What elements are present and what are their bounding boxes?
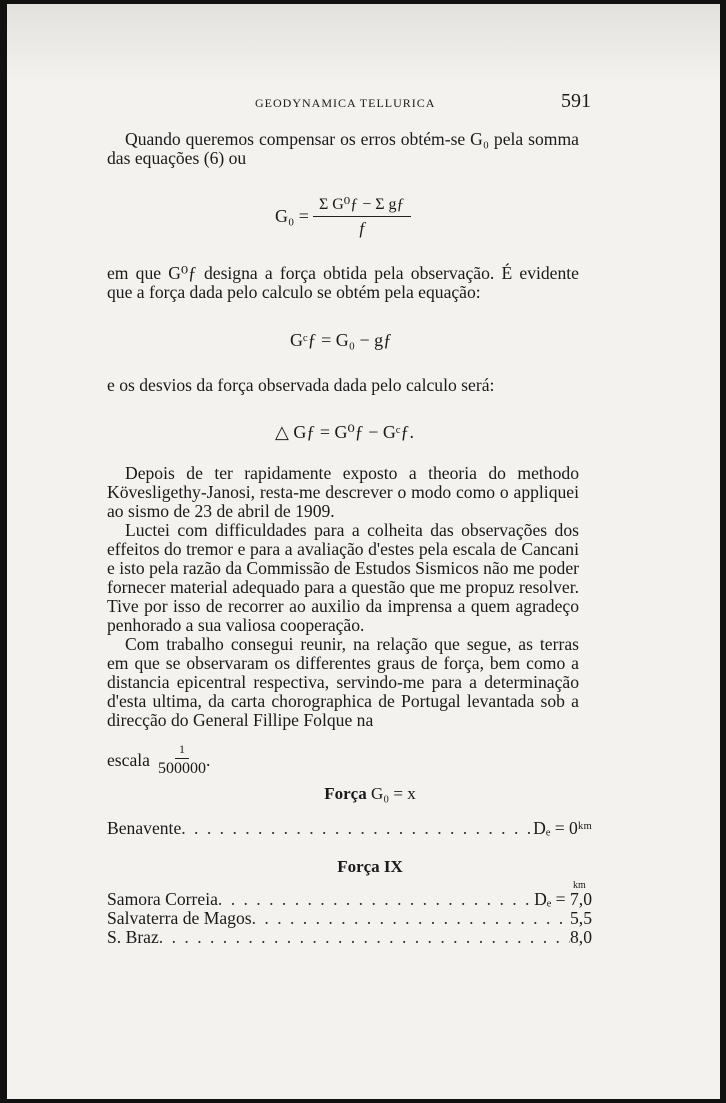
distance-value: 5,5 <box>570 908 592 928</box>
paragraph-text: Com trabalho consegui reunir, na relação que segue, as terras em que se observaram os differentes graus de força, bem como a distancia epicentral respectiva, servindo-me para a determinação d'esta ultima, da carta chorographica de Portugal levantada sob a direcção do General Fillipe Folque na <box>107 634 579 730</box>
unit-label: km <box>573 880 586 891</box>
formula-g0 <box>275 194 411 239</box>
dot-leader <box>181 818 533 839</box>
formula-fraction <box>313 194 411 239</box>
paragraph-2 <box>107 264 579 302</box>
place-name: Salvaterra de Magos <box>107 908 252 928</box>
list-item <box>107 889 592 910</box>
paragraph-text: Quando queremos compensar os erros obtém-se G₀ pela somma das equações (6) ou <box>107 129 579 168</box>
formula-denominator: f <box>359 219 365 238</box>
formula-gc: Gᶜƒ = G₀ − gƒ <box>290 330 393 350</box>
paragraph-text: em que G⁰ƒ designa a força obtida pela observação. É evidente que a força dada pelo calculo se obtém pela equação: <box>107 263 579 302</box>
section-heading-forca-ix <box>7 857 726 877</box>
scale-denominator: 500000 <box>157 760 206 777</box>
place-name: Samora Correia <box>107 889 218 909</box>
place-name: Benavente <box>107 818 182 838</box>
list-item <box>107 818 592 839</box>
scan-shading <box>7 4 726 84</box>
dot-leader <box>159 927 570 948</box>
page-number: 591 <box>561 90 591 112</box>
paragraph-4 <box>107 464 579 730</box>
running-head: GEODYNAMICA TELLURICA <box>255 96 436 110</box>
place-name: S. Braz <box>107 927 159 947</box>
distance-value: Dₑ = 7,0 <box>534 889 592 909</box>
distance-value: Dₑ = 0ᵏᵐ <box>533 818 592 838</box>
paragraph-1 <box>107 130 579 168</box>
formula-numerator: Σ G⁰ƒ − Σ gƒ <box>313 194 411 217</box>
paragraph-text: e os desvios da força observada dada pelo calculo será: <box>107 375 495 395</box>
dot-leader <box>218 889 534 910</box>
section-heading-label: Força <box>324 784 367 803</box>
scale-label: escala <box>107 749 150 770</box>
section-heading-math: G₀ = x <box>370 784 416 803</box>
formula-lhs: G₀ = <box>275 206 309 226</box>
paragraph-3 <box>107 376 579 395</box>
paragraph-text: Luctei com difficuldades para a colheita das observações dos effeitos do tremor e para a avaliação d'estes pela escala de Cancani e isto pela razão da Commissão de Estudos Sismicos não me poder fornecer material adequado para a questão que me propuz resolver. Tive por isso de recorrer ao auxilio da imprensa a quem agradeço penhorado a sua valiosa cooperação. <box>107 520 579 635</box>
list-item <box>107 927 592 948</box>
dot-leader <box>252 908 570 929</box>
section-heading-forca-g0 <box>7 784 726 804</box>
list-item <box>107 908 592 929</box>
scale-period: . <box>205 749 211 770</box>
scale-numerator: 1 <box>175 742 189 759</box>
scale-line <box>107 742 210 778</box>
section-heading-label: Força IX <box>337 857 403 876</box>
formula-delta: △ Gƒ = G⁰ƒ − Gᶜƒ. <box>275 422 414 442</box>
paragraph-text: Depois de ter rapidamente exposto a theoria do methodo Kövesligethy-Janosi, resta-me descrever o modo como o appliquei ao sismo de 23 de abril de 1909. <box>107 463 579 521</box>
scale-fraction <box>158 742 206 778</box>
distance-value: 8,0 <box>570 927 592 947</box>
